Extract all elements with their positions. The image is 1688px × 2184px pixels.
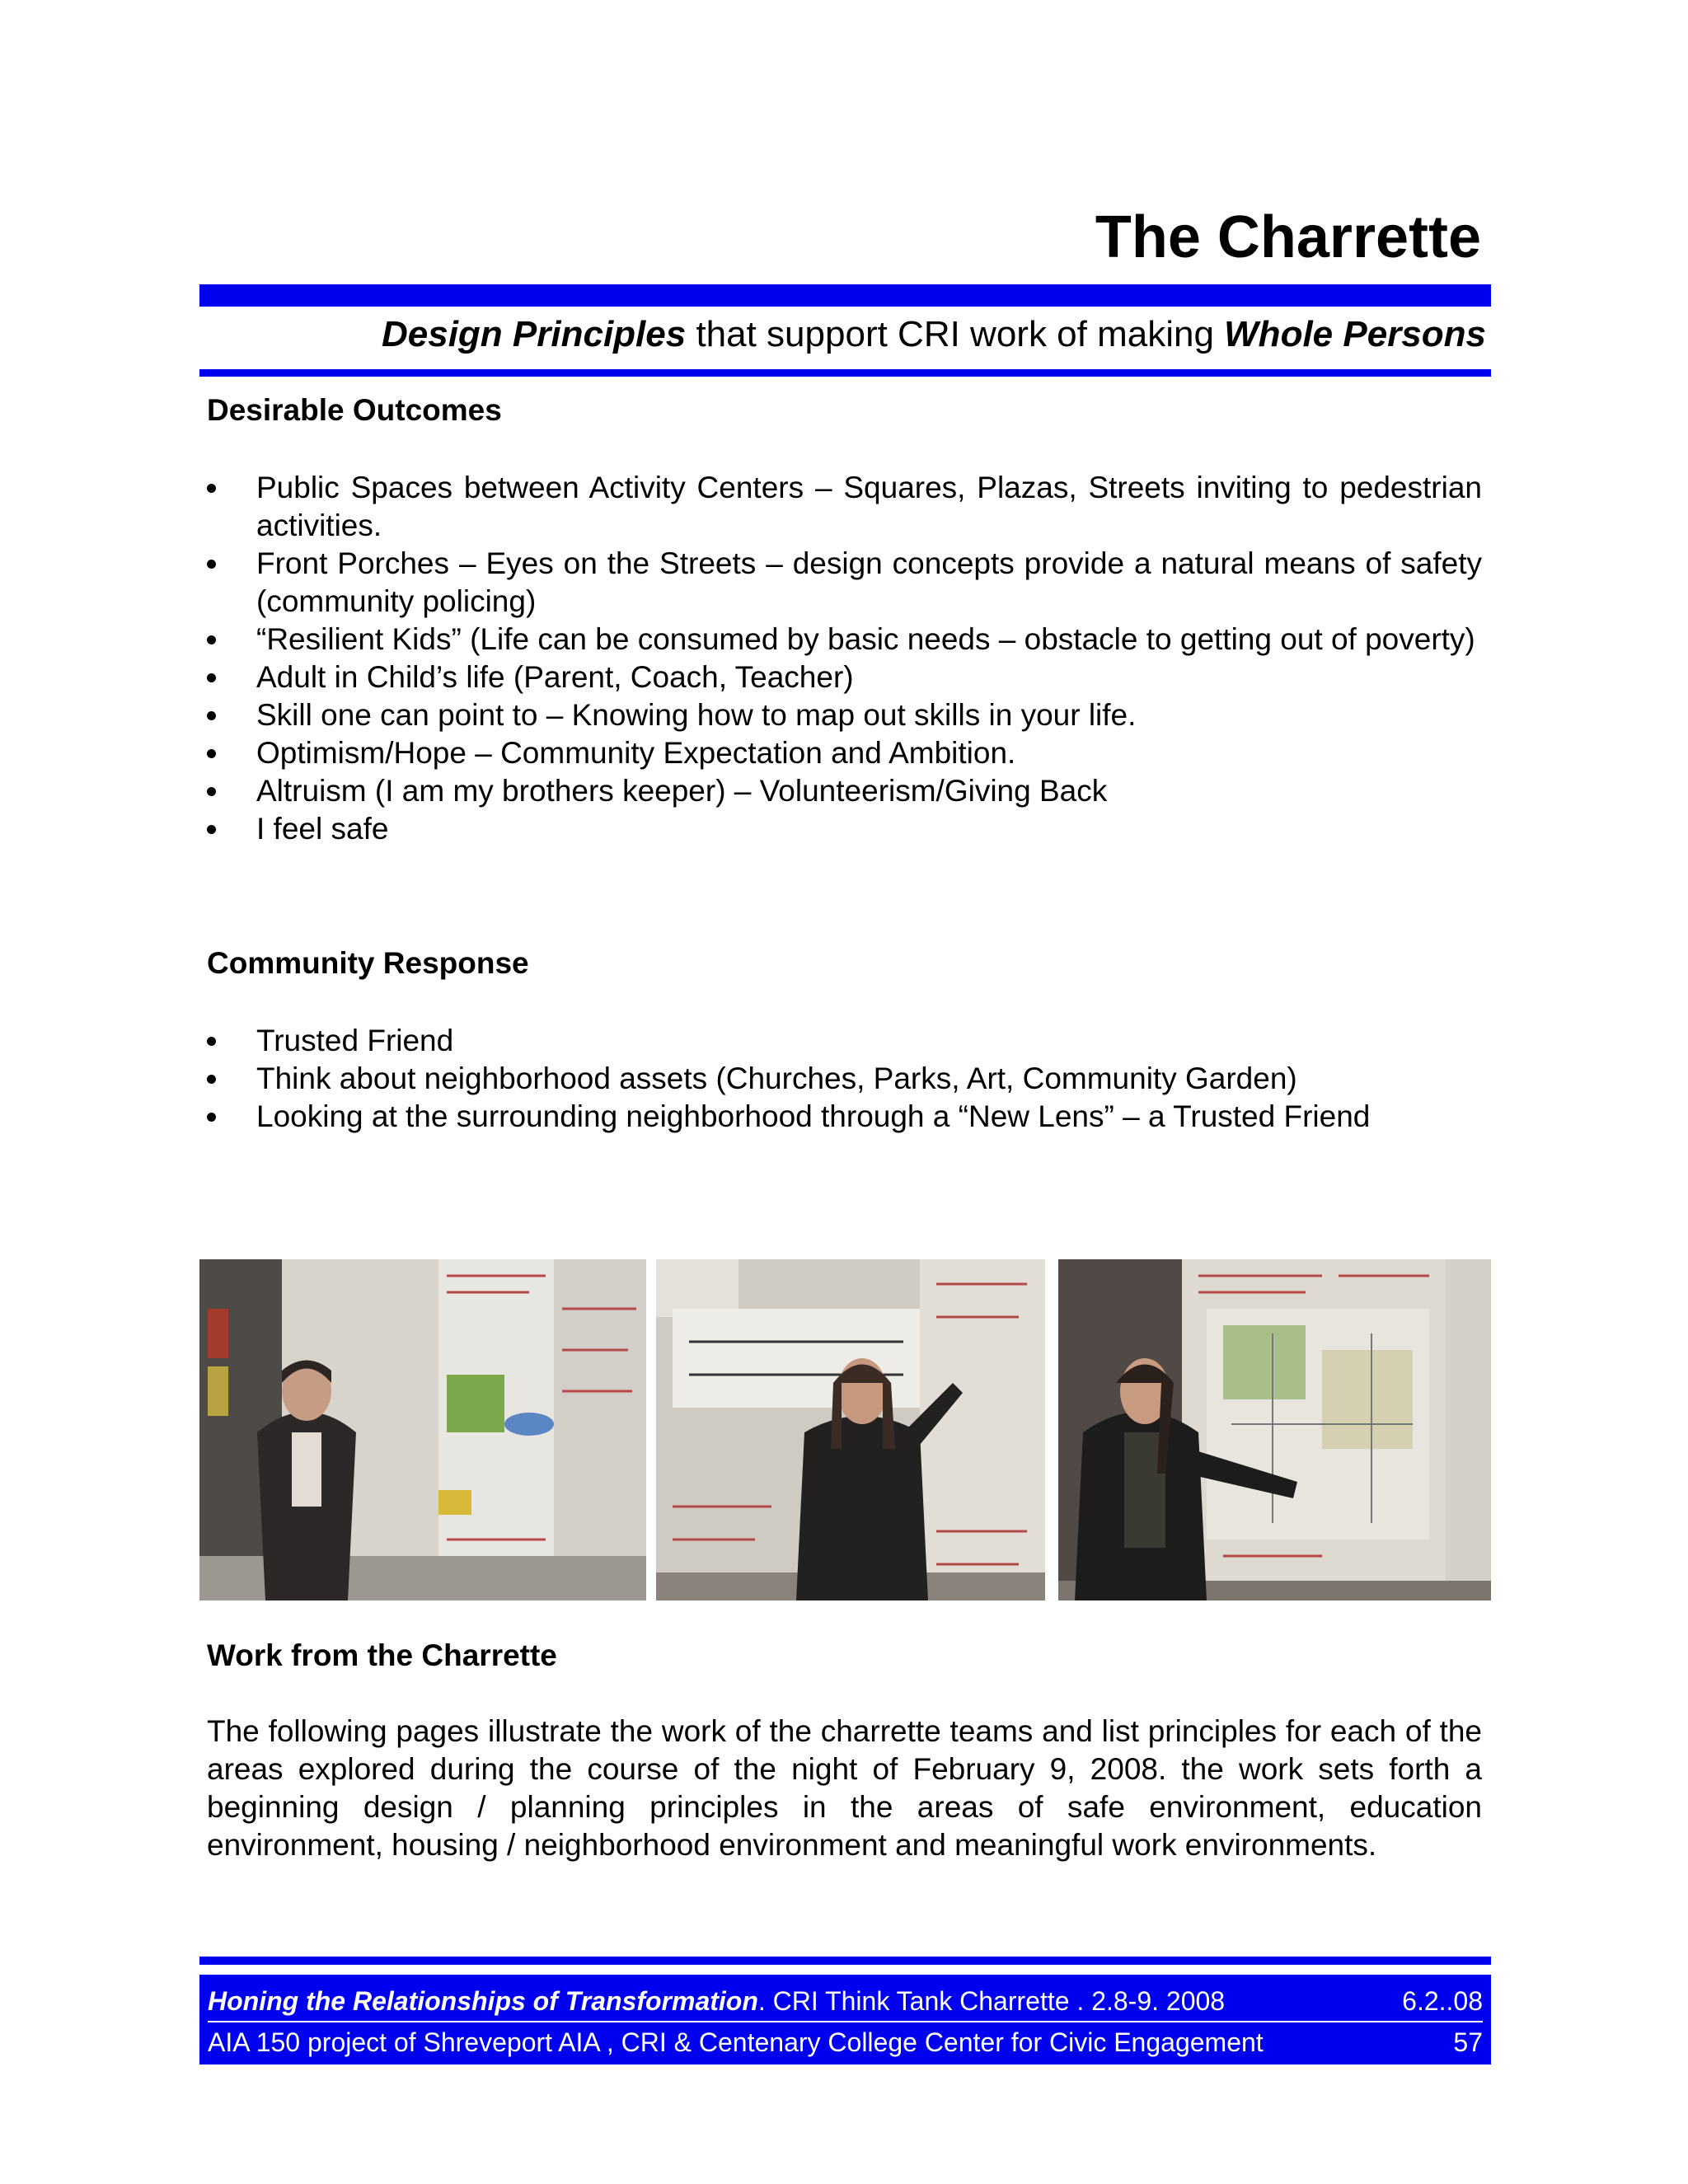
bullet-icon [207,1075,216,1084]
footer-line-2 [208,2022,1483,2062]
list-item: I feel safe [207,810,1482,848]
page-subtitle [382,316,1486,353]
photo-presenter-2 [656,1259,1045,1601]
bullet-icon [207,825,216,834]
heading-community-response: Community Response [207,946,529,980]
bullet-icon [207,1113,216,1122]
footer-project: AIA 150 project of Shreveport AIA , CRI & Centenary College Center for Civic Engagement [208,2027,1264,2057]
subtitle-design-principles: Design Principles [381,314,687,354]
subtitle-middle: that support CRI work of making [686,314,1225,354]
desirable-outcomes-list [207,469,1482,848]
heading-work-from-charrette: Work from the Charrette [207,1638,557,1672]
photo-strip [199,1259,1491,1601]
list-item: Optimism/Hope – Community Expectation and Ambition. [207,734,1482,772]
bullet-icon [207,1037,216,1046]
photo-presenter-3 [1058,1259,1491,1601]
list-item: Looking at the surrounding neighborhood through a “New Lens” – a Trusted Friend [207,1098,1482,1136]
bullet-icon [207,711,216,720]
footer-rule [199,1957,1491,1965]
heading-desirable-outcomes: Desirable Outcomes [207,393,502,427]
page-number: 57 [1453,2027,1483,2057]
page-title: The Charrette [1095,204,1481,270]
footer-event: . CRI Think Tank Charrette . 2.8-9. 2008 [757,1986,1226,2016]
header-rule-thin [199,369,1491,377]
list-item: Think about neighborhood assets (Churches, Parks, Art, Community Garden) [207,1060,1482,1098]
community-response-list [207,1022,1482,1136]
bullet-icon [207,673,216,682]
bullet-icon [207,635,216,644]
list-item: Public Spaces between Activity Centers – Squares, Plazas, Streets inviting to pedestrian activities. [207,469,1482,545]
list-item: Adult in Child’s life (Parent, Coach, Teacher) [207,658,1482,696]
list-item: Altruism (I am my brothers keeper) – Volunteerism/Giving Back [207,772,1482,810]
footer-line-1 [208,1981,1483,2022]
list-item: Trusted Friend [207,1022,1482,1060]
footer-bar [199,1975,1491,2064]
list-item: Skill one can point to – Knowing how to map out skills in your life. [207,696,1482,734]
list-item: Front Porches – Eyes on the Streets – design concepts provide a natural means of safety (community policing) [207,545,1482,621]
work-paragraph: The following pages illustrate the work of the charrette teams and list principles for each of the areas explored during the course of the night of February 9, 2008. the work sets forth a beginning design / planning principles in the areas of safe environment, education environment, housing / neighborhood environment and meaningful work environments. [207,1714,1482,1862]
bullet-icon [207,484,216,493]
footer-date: 6.2..08 [1402,1986,1483,2016]
bullet-icon [207,787,216,796]
bullet-icon [207,560,216,569]
list-item: “Resilient Kids” (Life can be consumed by basic needs – obstacle to getting out of poverty) [207,621,1482,658]
subtitle-whole-persons: Whole Persons [1224,314,1486,354]
header-rule-thick [199,284,1491,307]
photo-presenter-1 [199,1259,646,1601]
footer-report-title: Honing the Relationships of Transformation [208,1986,758,2016]
bullet-icon [207,749,216,758]
